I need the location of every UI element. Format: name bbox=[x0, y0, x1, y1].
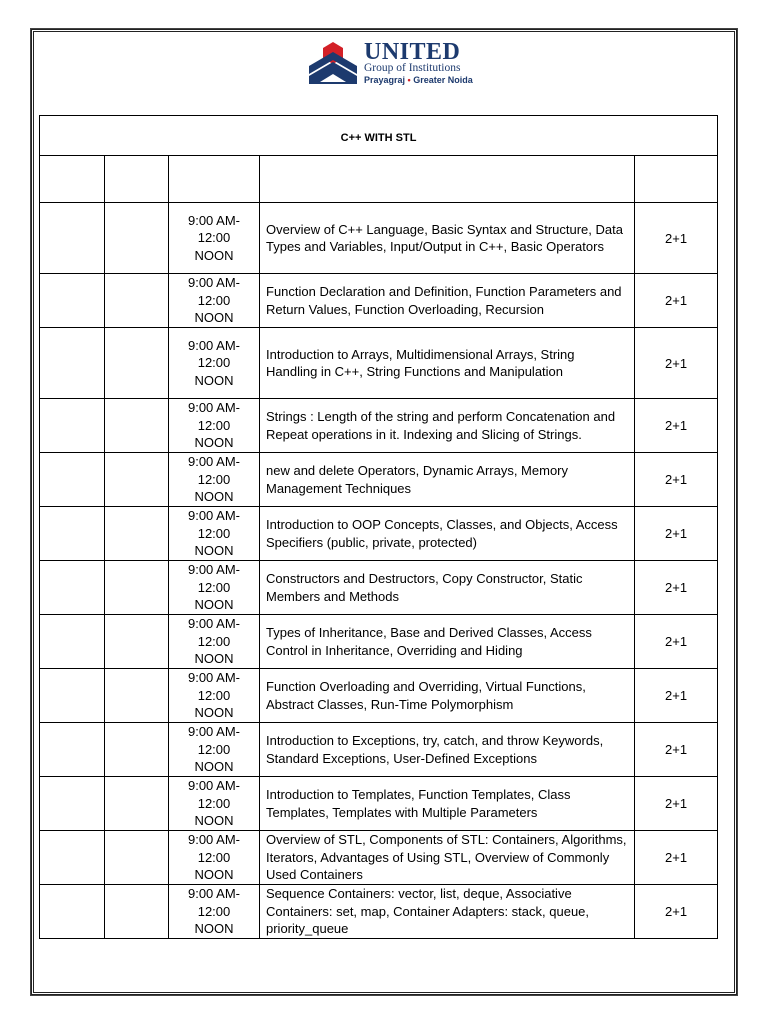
time-cell bbox=[169, 399, 260, 453]
table-row bbox=[40, 723, 718, 777]
empty-cell-a bbox=[40, 669, 105, 723]
table-row bbox=[40, 831, 718, 885]
empty-cell-b bbox=[105, 328, 169, 399]
time-end: 12:00 bbox=[197, 417, 231, 433]
time-cell bbox=[169, 453, 260, 507]
empty-cell-a bbox=[40, 399, 105, 453]
topic-cell: Sequence Containers: vector, list, deque, Associative Containers: set, map, Container Adapters: stack, queue, priority_queue bbox=[260, 885, 635, 939]
hours-cell: 2+1 bbox=[635, 615, 718, 669]
table-row bbox=[40, 615, 718, 669]
time-end: 12:00 bbox=[197, 849, 231, 865]
time-start: 9:00 AM- bbox=[187, 212, 241, 228]
time-noon: NOON bbox=[194, 921, 234, 937]
topic-cell: Introduction to Arrays, Multidimensional Arrays, String Handling in C++, String Functions and Manipulation bbox=[260, 328, 635, 399]
brand-subtitle: Group of Institutions bbox=[364, 62, 461, 74]
table-row bbox=[40, 885, 718, 939]
empty-cell-b bbox=[105, 453, 169, 507]
time-end: 12:00 bbox=[197, 687, 231, 703]
title-row bbox=[40, 116, 718, 156]
hours-cell: 2+1 bbox=[635, 453, 718, 507]
time-start: 9:00 AM- bbox=[187, 832, 241, 848]
hours-cell: 2+1 bbox=[635, 723, 718, 777]
institution-logo bbox=[306, 40, 478, 88]
hours-cell: 2+1 bbox=[635, 328, 718, 399]
empty-cell-a bbox=[40, 561, 105, 615]
table-row bbox=[40, 669, 718, 723]
empty-cell-a bbox=[40, 274, 105, 328]
time-noon: NOON bbox=[194, 867, 234, 883]
time-cell bbox=[169, 669, 260, 723]
time-noon: NOON bbox=[194, 543, 234, 559]
time-cell bbox=[169, 777, 260, 831]
time-end: 12:00 bbox=[197, 230, 231, 246]
time-end: 12:00 bbox=[197, 741, 231, 757]
empty-cell-b bbox=[105, 203, 169, 274]
time-cell bbox=[169, 615, 260, 669]
time-noon: NOON bbox=[194, 759, 234, 775]
empty-cell-a bbox=[40, 615, 105, 669]
empty-cell-b bbox=[105, 507, 169, 561]
empty-cell-b bbox=[105, 399, 169, 453]
table-row bbox=[40, 507, 718, 561]
time-start: 9:00 AM- bbox=[187, 508, 241, 524]
time-start: 9:00 AM- bbox=[187, 454, 241, 470]
brand-name: UNITED bbox=[364, 39, 461, 65]
location-greater-noida: Greater Noida bbox=[413, 75, 473, 85]
hours-cell: 2+1 bbox=[635, 274, 718, 328]
time-cell bbox=[169, 274, 260, 328]
time-cell bbox=[169, 328, 260, 399]
time-end: 12:00 bbox=[197, 471, 231, 487]
united-emblem-icon bbox=[306, 40, 360, 86]
topic-cell: Function Declaration and Definition, Function Parameters and Return Values, Function Overloading, Recursion bbox=[260, 274, 635, 328]
time-end: 12:00 bbox=[197, 579, 231, 595]
time-noon: NOON bbox=[194, 651, 234, 667]
empty-cell-b bbox=[105, 831, 169, 885]
time-noon: NOON bbox=[194, 597, 234, 613]
time-end: 12:00 bbox=[197, 795, 231, 811]
empty-cell-b bbox=[105, 561, 169, 615]
time-noon: NOON bbox=[194, 813, 234, 829]
hours-cell: 2+1 bbox=[635, 561, 718, 615]
time-start: 9:00 AM- bbox=[187, 562, 241, 578]
table-row bbox=[40, 399, 718, 453]
header-cell-3 bbox=[169, 156, 260, 203]
time-end: 12:00 bbox=[197, 633, 231, 649]
time-noon: NOON bbox=[194, 489, 234, 505]
time-noon: NOON bbox=[194, 310, 234, 326]
topic-cell: Overview of C++ Language, Basic Syntax and Structure, Data Types and Variables, Input/Output in C++, Basic Operators bbox=[260, 203, 635, 274]
topic-cell: Introduction to Templates, Function Templates, Class Templates, Templates with Multiple Parameters bbox=[260, 777, 635, 831]
empty-cell-a bbox=[40, 831, 105, 885]
time-start: 9:00 AM- bbox=[187, 724, 241, 740]
table-row bbox=[40, 777, 718, 831]
time-noon: NOON bbox=[194, 372, 234, 388]
table-row bbox=[40, 453, 718, 507]
time-start: 9:00 AM- bbox=[187, 337, 241, 353]
topic-cell: Overview of STL, Components of STL: Containers, Algorithms, Iterators, Advantages of Using STL, Overview of Commonly Used Containers bbox=[260, 831, 635, 885]
hours-cell: 2+1 bbox=[635, 831, 718, 885]
course-title: C++ WITH STL bbox=[40, 116, 718, 156]
time-start: 9:00 AM- bbox=[187, 670, 241, 686]
table-row bbox=[40, 561, 718, 615]
location-prayagraj: Prayagraj bbox=[364, 75, 406, 85]
hours-cell: 2+1 bbox=[635, 399, 718, 453]
time-noon: NOON bbox=[194, 435, 234, 451]
header-cell-1 bbox=[40, 156, 105, 203]
empty-cell-b bbox=[105, 723, 169, 777]
empty-cell-b bbox=[105, 777, 169, 831]
time-noon: NOON bbox=[194, 705, 234, 721]
time-cell bbox=[169, 723, 260, 777]
table-row bbox=[40, 274, 718, 328]
time-cell bbox=[169, 831, 260, 885]
empty-cell-b bbox=[105, 615, 169, 669]
table-row bbox=[40, 203, 718, 274]
hours-cell: 2+1 bbox=[635, 777, 718, 831]
empty-cell-a bbox=[40, 328, 105, 399]
empty-cell-a bbox=[40, 507, 105, 561]
empty-cell-b bbox=[105, 274, 169, 328]
topic-cell: Constructors and Destructors, Copy Constructor, Static Members and Methods bbox=[260, 561, 635, 615]
header-row bbox=[40, 156, 718, 203]
hours-cell: 2+1 bbox=[635, 885, 718, 939]
schedule-table bbox=[39, 115, 718, 939]
time-start: 9:00 AM- bbox=[187, 400, 241, 416]
time-start: 9:00 AM- bbox=[187, 778, 241, 794]
time-end: 12:00 bbox=[197, 903, 231, 919]
time-cell bbox=[169, 561, 260, 615]
hours-cell: 2+1 bbox=[635, 507, 718, 561]
empty-cell-a bbox=[40, 723, 105, 777]
brand-locations bbox=[364, 75, 473, 85]
topic-cell: Introduction to Exceptions, try, catch, and throw Keywords, Standard Exceptions, User-Defined Exceptions bbox=[260, 723, 635, 777]
empty-cell-a bbox=[40, 203, 105, 274]
empty-cell-b bbox=[105, 885, 169, 939]
empty-cell-a bbox=[40, 777, 105, 831]
topic-cell: new and delete Operators, Dynamic Arrays, Memory Management Techniques bbox=[260, 453, 635, 507]
hours-cell: 2+1 bbox=[635, 669, 718, 723]
empty-cell-a bbox=[40, 453, 105, 507]
hours-cell: 2+1 bbox=[635, 203, 718, 274]
time-start: 9:00 AM- bbox=[187, 886, 241, 902]
time-cell bbox=[169, 885, 260, 939]
header-cell-2 bbox=[105, 156, 169, 203]
topic-cell: Types of Inheritance, Base and Derived Classes, Access Control in Inheritance, Overriding and Hiding bbox=[260, 615, 635, 669]
header-cell-5 bbox=[635, 156, 718, 203]
time-cell bbox=[169, 507, 260, 561]
time-end: 12:00 bbox=[197, 525, 231, 541]
location-separator: • bbox=[407, 75, 411, 85]
topic-cell: Introduction to OOP Concepts, Classes, and Objects, Access Specifiers (public, private, protected) bbox=[260, 507, 635, 561]
header-cell-4 bbox=[260, 156, 635, 203]
time-cell bbox=[169, 203, 260, 274]
time-noon: NOON bbox=[194, 247, 234, 263]
topic-cell: Strings : Length of the string and perform Concatenation and Repeat operations in it. Indexing and Slicing of Strings. bbox=[260, 399, 635, 453]
topic-cell: Function Overloading and Overriding, Virtual Functions, Abstract Classes, Run-Time Polymorphism bbox=[260, 669, 635, 723]
time-start: 9:00 AM- bbox=[187, 275, 241, 291]
table-row bbox=[40, 328, 718, 399]
empty-cell-a bbox=[40, 885, 105, 939]
time-start: 9:00 AM- bbox=[187, 616, 241, 632]
time-end: 12:00 bbox=[197, 355, 231, 371]
empty-cell-b bbox=[105, 669, 169, 723]
time-end: 12:00 bbox=[197, 292, 231, 308]
